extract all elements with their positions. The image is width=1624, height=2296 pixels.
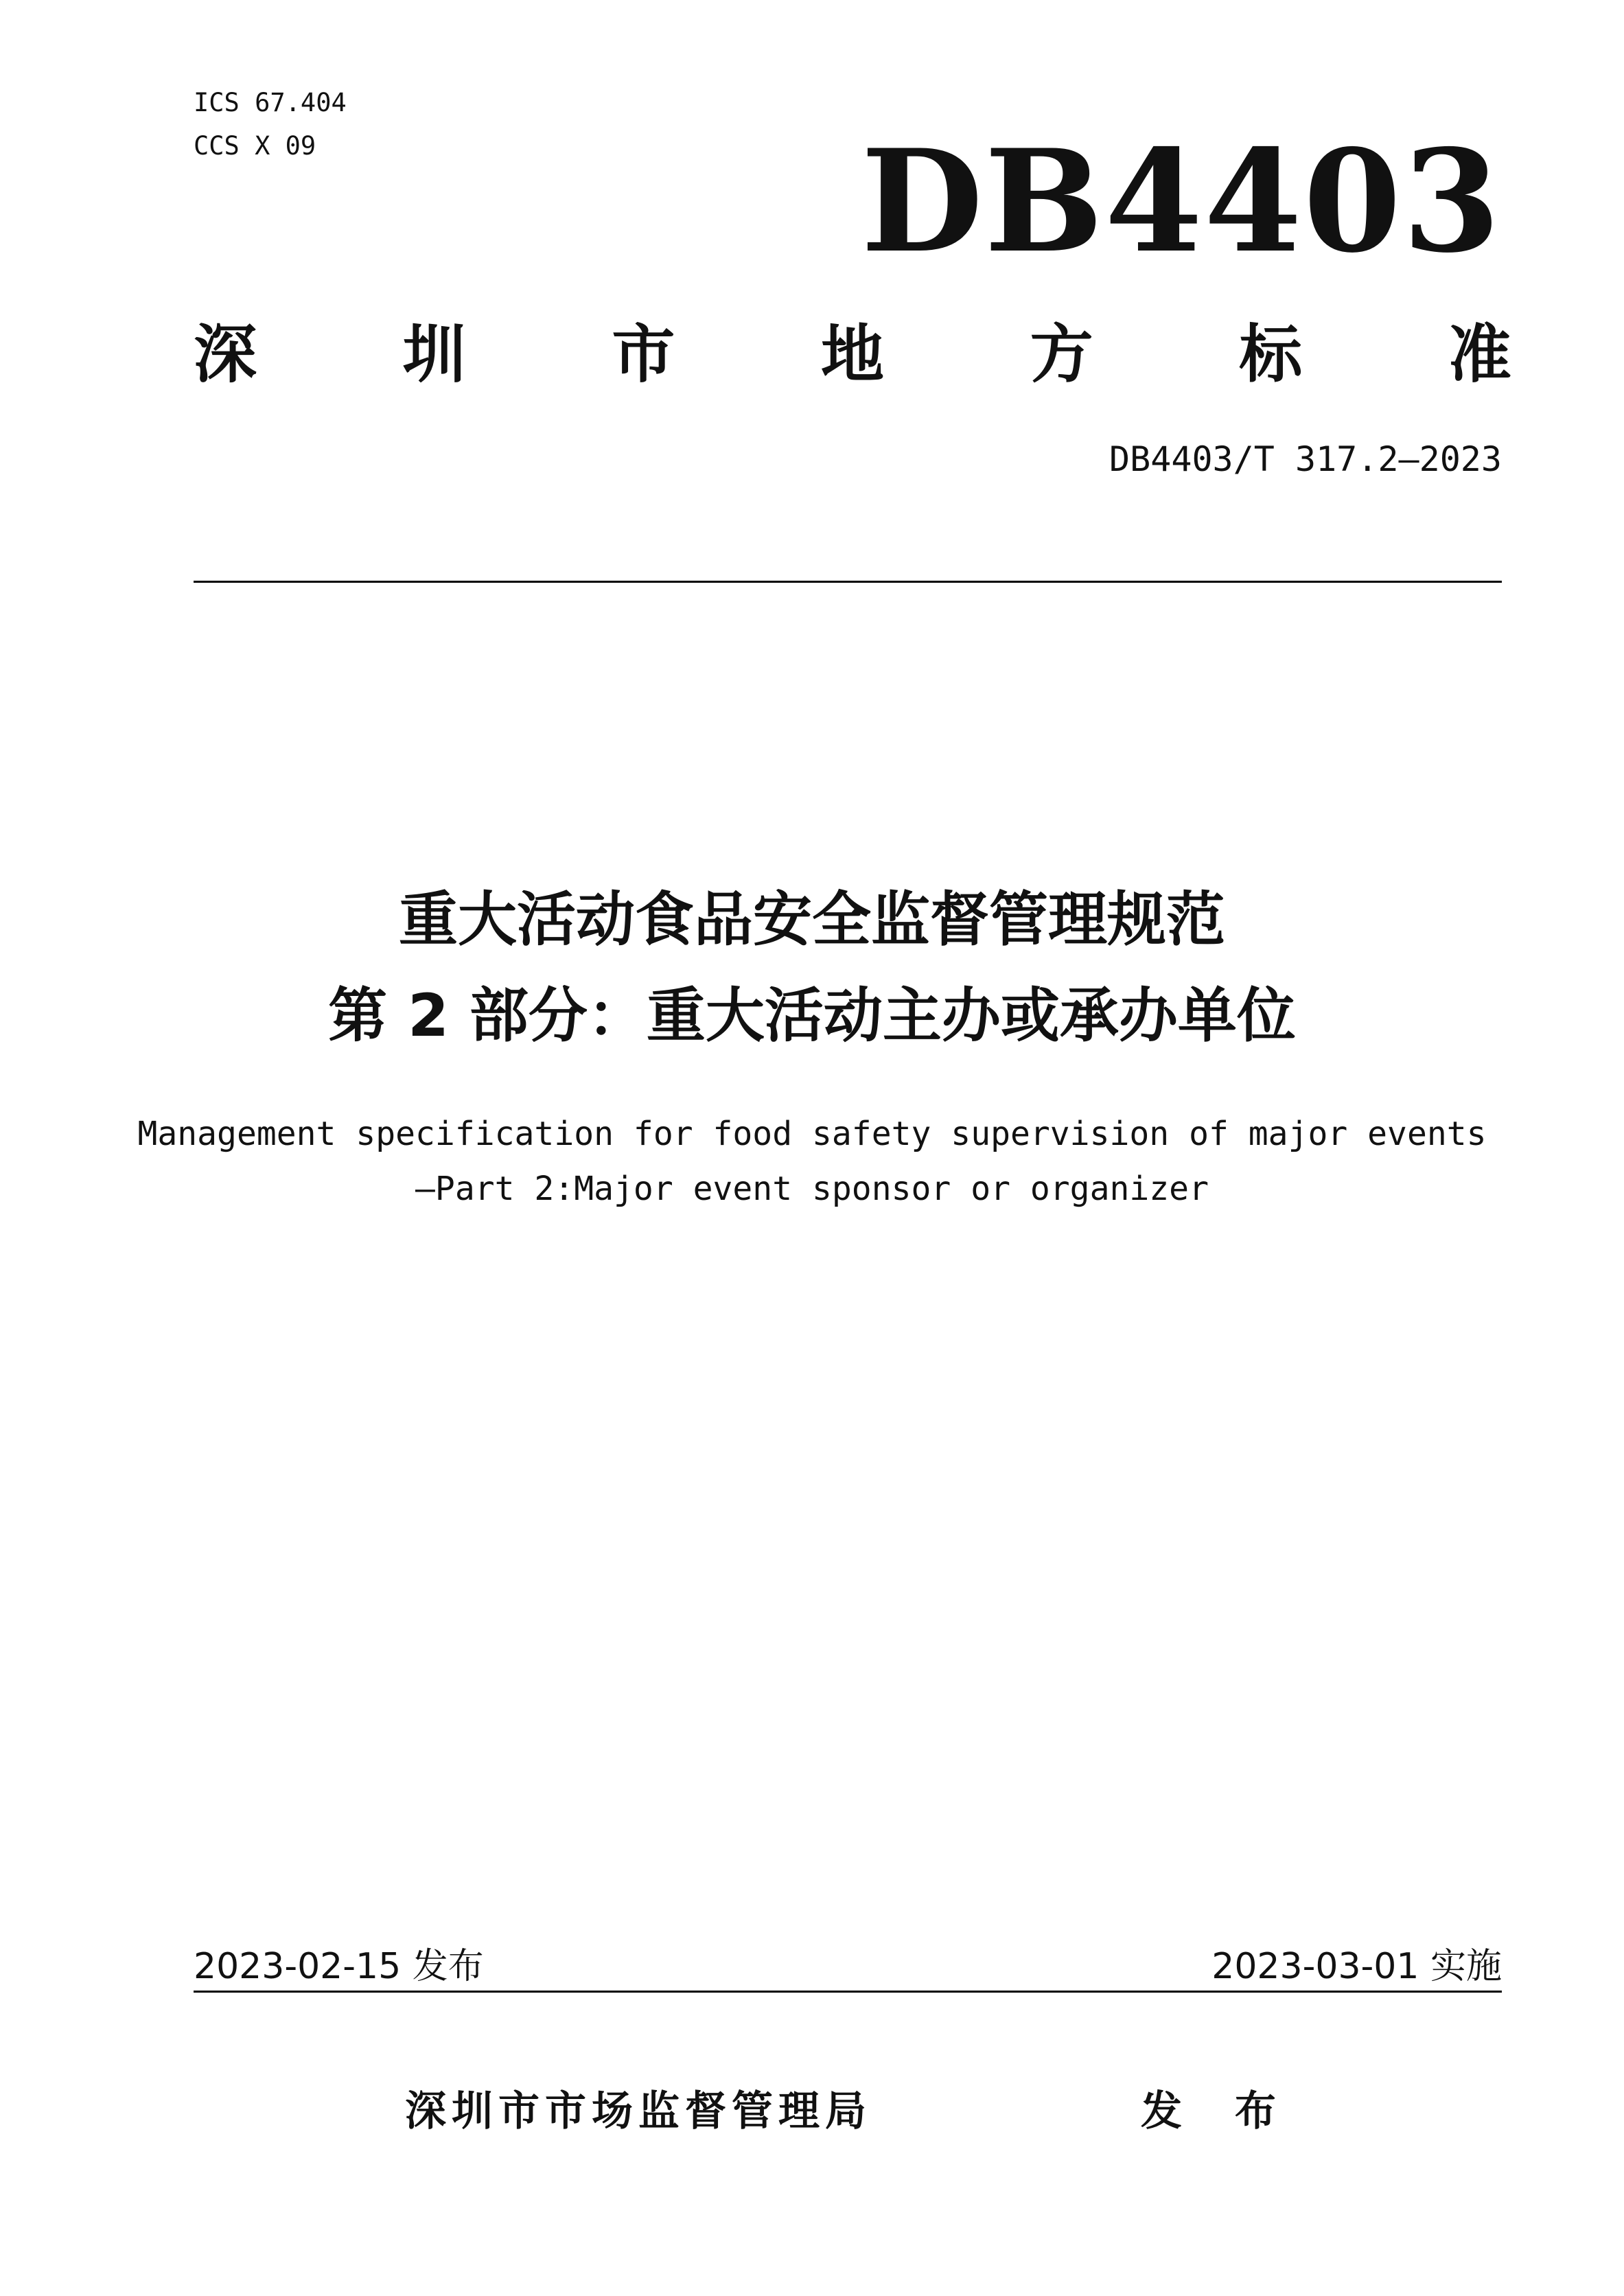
chinese-title-line-1: 重大活动食品安全监督管理规范 bbox=[399, 885, 1225, 954]
standard-type-char: 圳 bbox=[402, 318, 466, 391]
publish-date: 2023-02-15 发布 bbox=[194, 1946, 484, 1987]
issue-label: 发 布 bbox=[1141, 2087, 1295, 2135]
classification-codes bbox=[194, 81, 347, 167]
standard-type bbox=[194, 317, 1511, 393]
english-title-line-1: Management specification for food safety supervision of major events bbox=[137, 1115, 1487, 1153]
standard-type-char: 地 bbox=[820, 318, 884, 391]
standard-type-char: 市 bbox=[612, 318, 675, 391]
footer-divider bbox=[194, 1991, 1502, 1993]
standard-type-char: 准 bbox=[1448, 318, 1511, 391]
ccs-code: CCS X 09 bbox=[194, 131, 316, 161]
issuing-authority: 深圳市市场监督管理局 bbox=[405, 2087, 872, 2135]
db-code-title: DB4403 bbox=[861, 119, 1502, 284]
english-title bbox=[0, 1106, 1624, 1216]
standard-number: DB4403/T 317.2—2023 bbox=[1109, 439, 1502, 479]
standard-type-char: 标 bbox=[1239, 318, 1303, 391]
implement-date: 2023-03-01 实施 bbox=[1211, 1946, 1502, 1987]
ics-code: ICS 67.404 bbox=[194, 88, 347, 117]
standard-type-char: 深 bbox=[194, 318, 257, 391]
header-divider bbox=[194, 581, 1502, 583]
english-title-line-2: —Part 2:Major event sponsor or organizer bbox=[415, 1170, 1209, 1208]
chinese-title-line-2: 第 2 部分：重大活动主办或承办单位 bbox=[328, 982, 1296, 1050]
standard-type-char: 方 bbox=[1030, 318, 1093, 391]
chinese-title bbox=[0, 872, 1624, 1064]
